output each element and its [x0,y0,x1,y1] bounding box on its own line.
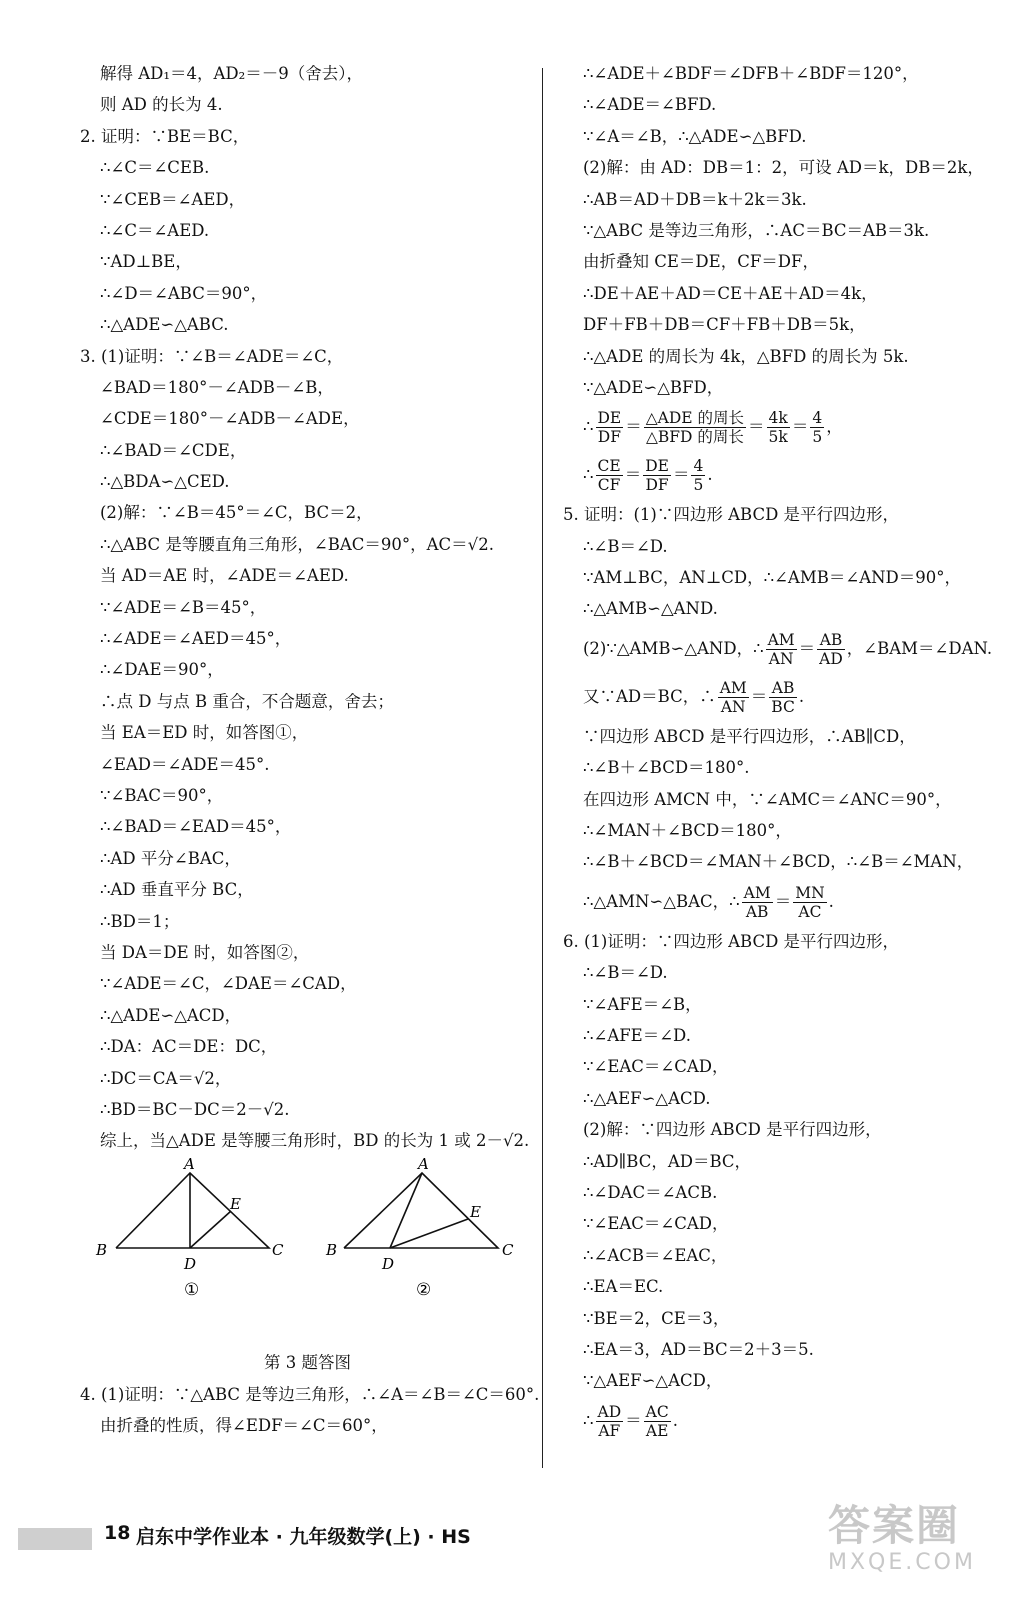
page-number: 18 [104,1522,131,1544]
figure-1-label-D: D [184,1254,197,1273]
text-line: ∴∠AFE＝∠D. [583,1025,691,1045]
fraction: $\frac{MN}{AC}$ [795,883,825,921]
figure-1-triangle [116,1173,269,1248]
figure-2-label-B: B [326,1240,338,1259]
right-lines-c [563,721,1013,878]
right-column [563,58,1013,1445]
text-line: ∴∠ADE＝∠BFD. [583,95,717,115]
figure-2-label-D: D [382,1254,395,1273]
problem-5-heading: 5. 证明：(1)∵四边形 ABCD 是平行四边形， [563,505,900,525]
fraction: $\frac{DE}{DF}$ [645,457,669,495]
problem-6-heading: 6. (1)证明：∵四边形 ABCD 是平行四边形， [563,931,900,951]
left-lines-part1 [80,58,535,1157]
text-line: ∵AM⊥BC，AN⊥CD，∴∠AMB＝∠AND＝90°， [583,568,962,588]
fraction: $\frac{4k}{5k}$ [768,409,788,447]
text-line: (2)解：∵四边形 ABCD 是平行四边形， [583,1120,882,1140]
text-line: 由折叠的性质，得∠EDF＝∠C＝60°， [100,1416,388,1436]
problem-4-heading: 4. (1)证明：∵△ABC 是等边三角形，∴∠A＝∠B＝∠C＝60°. [80,1384,540,1404]
text-line: ∴AD∥BC，AD＝BC， [583,1151,752,1171]
text-line: ∠CDE＝180°－∠ADB－∠ADE， [100,409,360,429]
text-line: ∵△ADE∽△BFD， [583,377,724,397]
figure-1-segment-DE [190,1211,231,1248]
fraction: $\frac{DE}{DF}$ [597,409,622,447]
text-line: ∴∠B＝∠D. [583,963,668,983]
text-line: ∴∠DAC＝∠ACB. [583,1182,718,1202]
text-line: ∴∠ADE＝∠AED＝45°， [100,629,292,649]
figure-2-segment-AD [390,1173,422,1248]
figure-caption: 第 3 题答图 [264,1352,351,1372]
text-line: 当 EA＝ED 时，如答图①， [100,723,309,743]
text-line: ∴DE＋AE＋AD＝CE＋AE＋AD＝4k， [583,283,878,303]
text-line: 由折叠知 CE＝DE，CF＝DF， [583,252,819,272]
right-lines-b [563,499,1013,625]
ratio-line-perimeter: ∴ $\frac{DE}{DF}$ ＝ $\frac{\text{△ADE 的周长}}{\text{△BFD 的周长}}$ ＝ $\frac{4k}{5k}$ ＝ $\frac{4}{5}$ ， [583,409,843,447]
fraction: $\frac{AB}{AD}$ [819,630,843,668]
text-line: ∴∠ACB＝∠EAC， [583,1245,728,1265]
left-column [80,58,540,1441]
text-line: ∠EAD＝∠ADE＝45°. [100,754,270,774]
text-line: ∵∠AFE＝∠B， [583,994,702,1014]
text-line: 在四边形 AMCN 中，∵∠AMC＝∠ANC＝90°， [583,789,952,809]
ratio-line-am-an: (2)∵△AMB∽△AND，∴ $\frac{AM}{AN}$ ＝ $\frac{AB}{AD}$ ，∠BAM＝∠DAN. [583,630,993,668]
figure-1-label-B: B [96,1240,108,1259]
text-line: ∵∠ADE＝∠C，∠DAE＝∠CAD， [100,974,357,994]
fraction: $\frac{AM}{AB}$ [743,883,771,921]
watermark-url: MXQE.COM [828,1550,976,1575]
fraction: $\frac{AM}{AN}$ [767,630,795,668]
figure-1-number: ① [184,1279,200,1300]
text-line: 综上，当△ADE 是等腰三角形时，BD 的长为 1 或 2－√2. [100,1131,530,1151]
fraction: $\frac{4}{5}$ [693,457,704,495]
right-lines-a [563,58,1013,403]
text-line: ∵∠EAC＝∠CAD， [583,1214,729,1234]
fraction: $\frac{4}{5}$ [812,409,823,447]
text-line: (2)解：由 AD：DB＝1：2，可设 AD＝k，DB＝2k， [583,158,984,178]
figure-2-label-C: C [502,1240,514,1259]
text-line: ∴AD 平分∠BAC， [100,848,241,868]
text-line: ∴△ADE∽△ABC. [100,315,229,335]
ratio-line-ab-bc: 又∵AD＝BC，∴ $\frac{AM}{AN}$ ＝ $\frac{AB}{BC}$ . [583,678,805,716]
ratio-line-amn-bac: ∴△AMN∽△BAC，∴ $\frac{AM}{AB}$ ＝ $\frac{MN}{AC}$ . [583,883,834,921]
text-line: ∵△AEF∽△ACD， [583,1371,723,1391]
text-line: ∴∠DAE＝90°， [100,660,224,680]
fraction: $\frac{CE}{CF}$ [597,457,621,495]
fraction: $\frac{\text{△ADE 的周长}}{\text{△BFD 的周长}}$ [645,409,745,447]
figure-2-segment-DE [390,1219,468,1248]
text-line: ∵四边形 ABCD 是平行四边形，∴AB∥CD， [583,726,916,746]
text-line: 则 AD 的长为 4. [100,95,223,115]
text-line: ∴△ADE∽△ACD， [100,1005,242,1025]
text-line: ∴AB＝AD＋DB＝k＋2k＝3k. [583,189,807,209]
book-title: 启东中学作业本 · 九年级数学(上) · HS [136,1526,471,1548]
text-line: ∴∠BAD＝∠CDE， [100,440,247,460]
text-line: DF＋FB＋DB＝CF＋FB＋DB＝5k， [583,315,866,335]
watermark [828,1502,976,1575]
column-divider [542,68,543,1468]
text-line: ∵∠BAC＝90°， [100,785,224,805]
text-line: ∵△ABC 是等边三角形，∴AC＝BC＝AB＝3k. [583,220,930,240]
text-line: ∠BAD＝180°－∠ADB－∠B， [100,377,334,397]
text-line: ∴BD＝BC－DC＝2－√2. [100,1099,290,1119]
text-line: ∴∠ADE＋∠BDF＝∠DFB＋∠BDF＝120°， [583,64,919,83]
text-line: ∴DC＝CA＝√2， [100,1068,232,1088]
text-line: ∴点 D 与点 B 重合，不合题意，舍去； [100,691,394,711]
text-line: ∴△ABC 是等腰直角三角形，∠BAC＝90°，AC＝√2. [100,534,494,554]
figure-1-label-A: A [184,1156,195,1173]
text-line: ∴∠B＋∠BCD＝∠MAN＋∠BCD，∴∠B＝∠MAN， [583,852,974,872]
text-line: ∴△BDA∽△CED. [100,472,230,492]
text-line: ∴DA：AC＝DE：DC， [100,1037,278,1057]
triangle-figures-svg [80,1157,535,1347]
text-line: ∵∠A＝∠B，∴△ADE∽△BFD. [583,126,807,146]
text-line: (2)解：∵∠B＝45°＝∠C，BC＝2， [100,503,373,523]
text-line: 当 DA＝DE 时，如答图②， [100,942,310,962]
left-lines-part2 [80,1379,540,1442]
text-line: ∴∠B＋∠BCD＝180°. [583,758,750,778]
text-line: ∴∠B＝∠D. [583,536,668,556]
ratio-line-ad-af: ∴ $\frac{AD}{AF}$ ＝ $\frac{AC}{AE}$ . [583,1402,678,1440]
fraction: $\frac{AB}{BC}$ [771,678,795,716]
text-line: ∴EA＝3，AD＝BC＝2＋3＝5. [583,1339,814,1359]
text-line: ∴∠C＝∠AED. [100,220,210,240]
figure-1-label-E: E [230,1194,241,1213]
figure-2-number: ② [416,1279,432,1300]
text-line: ∵AD⊥BE， [100,252,192,272]
therefore-symbol: ∴ [583,417,594,437]
text-line: ∴∠D＝∠ABC＝90°， [100,283,268,303]
footer-gray-block [18,1528,92,1550]
fraction: $\frac{AC}{AE}$ [645,1402,669,1440]
text-line: ∵∠CEB＝∠AED， [100,189,246,209]
text-line: ∴△AMB∽△AND. [583,599,718,619]
figure-2-label-E: E [470,1202,481,1221]
figure-2-label-A: A [418,1156,429,1173]
problem-3-heading: 3. (1)证明：∵∠B＝∠ADE＝∠C， [80,346,344,366]
text-line: ∴∠BAD＝∠EAD＝45°， [100,817,292,837]
text-line: ∵BE＝2，CE＝3， [583,1308,730,1328]
text-line: ∴EA＝EC. [583,1277,664,1297]
figure-1-label-C: C [272,1240,284,1259]
text-line: ∴AD 垂直平分 BC， [100,880,254,900]
text-line: ∴∠C＝∠CEB. [100,158,210,178]
text-line: ∴△AEF∽△ACD. [583,1088,711,1108]
ratio-line-ce-cf: ∴ $\frac{CE}{CF}$ ＝ $\frac{DE}{DF}$ ＝ $\frac{4}{5}$ . [583,457,713,495]
figure-1 [116,1173,269,1248]
text-line: 解得 AD₁＝4，AD₂＝－9（舍去）， [100,64,364,83]
right-lines-d [563,926,1013,1397]
text-line: 当 AD＝AE 时，∠ADE＝∠AED. [100,566,349,586]
text-line: ∵∠ADE＝∠B＝45°， [100,597,267,617]
fraction: $\frac{AD}{AF}$ [597,1402,622,1440]
problem-3-answer-figures [80,1157,535,1347]
text-line: ∴BD＝1； [100,911,180,931]
problem-2-heading: 2. 证明：∵BE＝BC， [80,126,250,146]
text-line: ∵∠EAC＝∠CAD， [583,1057,729,1077]
fraction: $\frac{AM}{AN}$ [719,678,747,716]
text-line: ∴∠MAN＋∠BCD＝180°， [583,821,792,841]
watermark-logo-text: 答案圈 [828,1501,961,1550]
text-line: ∴△ADE 的周长为 4k，△BFD 的周长为 5k. [583,346,909,366]
